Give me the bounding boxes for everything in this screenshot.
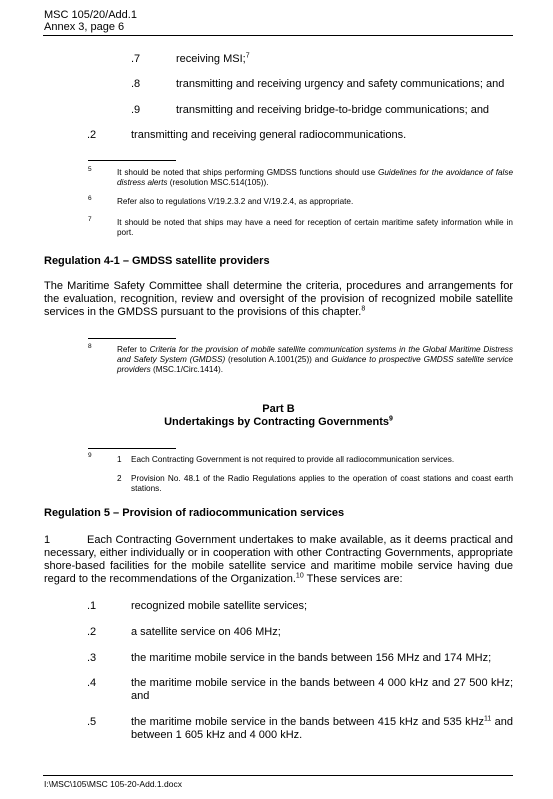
paragraph: Each Contracting Government undertakes to make available, as it deems practical and necessary, either individually or in cooperation with other Contracting Governments, appropriate shore-based facilities for the mobile satellite service and maritime mobile service having due regard to the recommendations of the Organization.$^{10}$ These services are: bbox=[44, 534, 513, 585]
item-text: the maritime mobile service in the bands between 415 kHz and 535 kHz$^{11}$ and between 1 605 kHz and 4 000 kHz. bbox=[131, 715, 513, 741]
footnote-text: It should be noted that ships may have a need for reception of certain maritime safety information while in port. bbox=[117, 218, 513, 237]
header-page-ref: Annex 3, page 6 bbox=[44, 21, 125, 33]
footer-file-path: I:\MSC\105\MSC 105-20-Add.1.docx bbox=[44, 779, 182, 789]
section-heading: Regulation 4-1 – GMDSS satellite providers bbox=[44, 255, 270, 267]
item-text: transmitting and receiving bridge-to-bridge communications; and bbox=[176, 104, 490, 116]
item-number: .2 bbox=[87, 626, 97, 638]
footnote-ref: 7 bbox=[245, 52, 250, 60]
footnote-separator bbox=[88, 338, 176, 339]
footnote-text: Each Contracting Government is not required to provide all radiocommunication services. bbox=[131, 455, 455, 464]
item-text: the maritime mobile service in the bands between 4 000 kHz and 27 500 kHz; and bbox=[131, 677, 513, 702]
footnote-number: 9 bbox=[88, 452, 92, 459]
footnote-subnumber: 2 bbox=[117, 474, 122, 483]
item-text: a satellite service on 406 MHz; bbox=[131, 626, 281, 638]
item-number: .4 bbox=[87, 677, 97, 689]
footnote-ref: 10 bbox=[295, 572, 304, 580]
item-text: receiving MSI;$^7$ bbox=[176, 52, 250, 65]
item-number: .1 bbox=[87, 600, 97, 612]
item-text: recognized mobile satellite services; bbox=[131, 600, 308, 612]
footnote-ref: 8 bbox=[361, 305, 366, 313]
item-text: the maritime mobile service in the bands between 156 MHz and 174 MHz; bbox=[131, 652, 492, 664]
item-number: .9 bbox=[131, 104, 141, 116]
section-heading: Regulation 5 – Provision of radiocommunication services bbox=[44, 507, 345, 519]
item-text: transmitting and receiving urgency and safety communications; and bbox=[176, 78, 505, 90]
footer-rule bbox=[43, 775, 513, 776]
item-number: .8 bbox=[131, 78, 141, 90]
footnote-separator bbox=[88, 448, 176, 449]
item-text: transmitting and receiving general radiocommunications. bbox=[131, 129, 407, 141]
paragraph: The Maritime Safety Committee shall determine the criteria, procedures and arrangements for the evaluation, recognition, review and oversight of the provision of recognized mobile satellite services in the GMDSS pursuant to the provisions of this chapter.$^8$ bbox=[44, 280, 513, 318]
footnote-ref: 11 bbox=[484, 715, 492, 723]
footnote-separator bbox=[88, 160, 176, 161]
header-rule bbox=[43, 35, 513, 36]
footnote-number: 7 bbox=[88, 216, 92, 223]
item-number: .3 bbox=[87, 652, 97, 664]
footnote-subnumber: 1 bbox=[117, 455, 122, 464]
footnote-number: 6 bbox=[88, 195, 92, 202]
item-number: .5 bbox=[87, 716, 97, 728]
footnote-text: Refer also to regulations V/19.2.3.2 and V/19.2.4, as appropriate. bbox=[117, 197, 354, 206]
footnote-number: 5 bbox=[88, 166, 92, 173]
footnote-text: Provision No. 48.1 of the Radio Regulations applies to the operation of coast stations and coast earth stations. bbox=[131, 474, 513, 493]
item-number: .2 bbox=[87, 129, 97, 141]
part-subtitle: Undertakings by Contracting Governments$^9$ bbox=[164, 415, 393, 428]
item-number: .7 bbox=[131, 53, 141, 65]
part-title: Part B bbox=[262, 403, 295, 415]
footnote-number: 8 bbox=[88, 343, 92, 350]
paragraph-number: 1 bbox=[44, 534, 51, 546]
footnote-ref: 9 bbox=[389, 415, 393, 423]
footnote-text: Refer to Criteria for the provision of mobile satellite communication systems in the Global Maritime Distress and Safety System (GMDSS) (resolution A.1001(25)) and Guidance to prospective GMDSS satellite service providers (MSC.1/Circ.1414). bbox=[117, 345, 513, 374]
header-doc-id: MSC 105/20/Add.1 bbox=[44, 9, 137, 21]
footnote-text: It should be noted that ships performing GMDSS functions should use Guidelines for the avoidance of false distress alerts (resolution MSC.514(105)). bbox=[117, 168, 513, 187]
